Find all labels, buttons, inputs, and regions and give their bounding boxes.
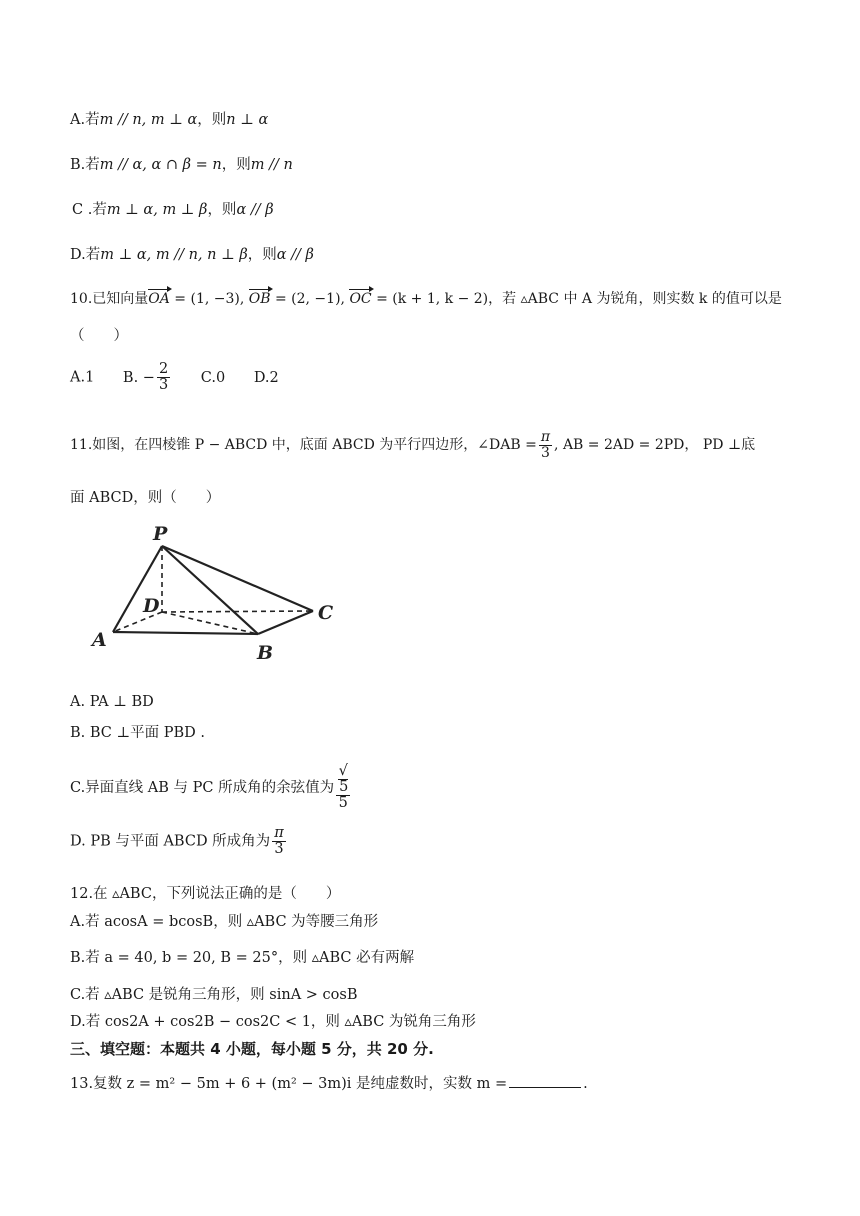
numerator: 2 xyxy=(158,361,169,377)
q11-stem-line2: 面 ABCD，则（ ） xyxy=(70,490,221,506)
vector-oc: OC xyxy=(349,291,372,307)
question-text: 13.复数 z = m² − 5m + 6 + (m² − 3m)i 是纯虚数时，实数 m = xyxy=(70,1076,508,1092)
q9-option-c xyxy=(72,198,274,219)
q12-option-d: D.若 cos2A + cos2B − cos2C < 1，则 ▵ABC 为锐角三角形 xyxy=(70,1014,476,1030)
denominator: 3 xyxy=(274,841,284,858)
section-heading: 三、填空题：本题共 4 小题，每小题 5 分，共 20 分. xyxy=(70,1040,434,1058)
q9-option-d xyxy=(70,243,314,264)
option-label: D.若 xyxy=(70,247,101,263)
question-text: ，若 ▵ABC 中 A 为锐角，则实数 k 的值可以是 xyxy=(488,291,782,307)
q12-option-c: C.若 ▵ABC 是锐角三角形，则 sinA > cosB xyxy=(70,987,358,1003)
option-d: D.2 xyxy=(253,369,279,386)
vector-ob-value: = (2, −1), xyxy=(270,291,350,307)
edge-pa xyxy=(113,546,162,632)
conclusion: α // β xyxy=(236,202,274,218)
option-b-label: B. − xyxy=(122,369,155,386)
pyramid-figure xyxy=(85,520,355,665)
vector-oa-value: = (1, −3), xyxy=(169,291,249,307)
q11-option-c xyxy=(70,764,352,812)
option-a: A.1 xyxy=(70,369,95,386)
vertex-label-b: B xyxy=(257,642,274,664)
q11-option-a: A. PA ⊥ BD xyxy=(70,694,154,710)
question-prefix: 10.已知向量 xyxy=(70,291,149,307)
option-b xyxy=(122,361,172,394)
condition: m // α, α ∩ β = n xyxy=(99,157,222,173)
option-label: A.若 xyxy=(70,112,100,128)
option-c-text: C.异面直线 AB 与 PC 所成角的余弦值为 xyxy=(70,779,335,796)
option-label: C .若 xyxy=(72,202,107,218)
period: . xyxy=(583,1076,588,1092)
conclusion: α // β xyxy=(276,247,314,263)
edge-bc xyxy=(258,611,313,634)
edge-db xyxy=(162,612,258,634)
option-d-fraction xyxy=(272,826,286,857)
vertex-label-a: A xyxy=(92,629,107,651)
vector-ob: OB xyxy=(248,291,271,307)
question-text: , AB = 2AD = 2PD， PD ⊥底 xyxy=(554,437,756,454)
edge-ab xyxy=(113,632,258,634)
then-text: ，则 xyxy=(247,247,277,263)
option-c-fraction xyxy=(336,764,350,812)
then-text: ，则 xyxy=(221,157,251,173)
q12-option-a: A.若 acosA = bcosB，则 ▵ABC 为等腰三角形 xyxy=(70,914,379,930)
numerator: √ 5 xyxy=(336,764,350,796)
q12-stem: 12.在 ▵ABC，下列说法正确的是（ ） xyxy=(70,886,341,902)
q11-option-b: B. BC ⊥平面 PBD . xyxy=(70,725,206,741)
numerator: π xyxy=(540,429,551,445)
answer-blank xyxy=(509,1087,581,1088)
radicand: 5 xyxy=(339,779,349,796)
q10-options xyxy=(70,362,279,393)
option-b-fraction xyxy=(157,362,170,393)
vertex-label-c: C xyxy=(318,602,334,624)
then-text: ，则 xyxy=(197,112,227,128)
q13-stem xyxy=(70,1072,588,1093)
condition: m ⊥ α, m ⊥ β xyxy=(106,202,208,218)
edge-dc xyxy=(162,611,313,612)
conclusion: m // n xyxy=(250,157,293,173)
option-d-text: D. PB 与平面 ABCD 所成角为 xyxy=(70,833,271,850)
then-text: ，则 xyxy=(207,202,237,218)
denominator: 3 xyxy=(158,377,169,394)
q9-option-b xyxy=(70,153,293,174)
denominator: 3 xyxy=(540,444,550,461)
vector-oc-value: = (k + 1, k − 2) xyxy=(371,291,489,307)
q10-stem xyxy=(70,288,782,308)
conclusion: n ⊥ α xyxy=(226,112,269,128)
vertex-label-p: P xyxy=(153,523,168,545)
q9-option-a xyxy=(70,108,268,129)
vertex-label-d: D xyxy=(143,595,160,617)
edge-pb xyxy=(162,546,258,634)
edge-pc xyxy=(162,546,313,611)
q11-stem-line1 xyxy=(70,430,755,460)
denominator: 5 xyxy=(338,795,348,812)
q11-option-d xyxy=(70,826,288,857)
angle-fraction xyxy=(539,430,552,460)
numerator: π xyxy=(274,825,284,841)
vector-oa: OA xyxy=(148,291,170,307)
option-label: B.若 xyxy=(70,157,100,173)
option-c: C.0 xyxy=(200,369,226,386)
q12-option-b: B.若 a = 40, b = 20, B = 25°，则 ▵ABC 必有两解 xyxy=(70,950,415,966)
condition: m ⊥ α, m // n, n ⊥ β xyxy=(100,247,248,263)
question-text: 11.如图，在四棱锥 P − ABCD 中，底面 ABCD 为平行四边形，∠DAB = xyxy=(70,437,537,454)
condition: m // n, m ⊥ α xyxy=(99,112,198,128)
q10-paren: （ ） xyxy=(70,328,128,344)
